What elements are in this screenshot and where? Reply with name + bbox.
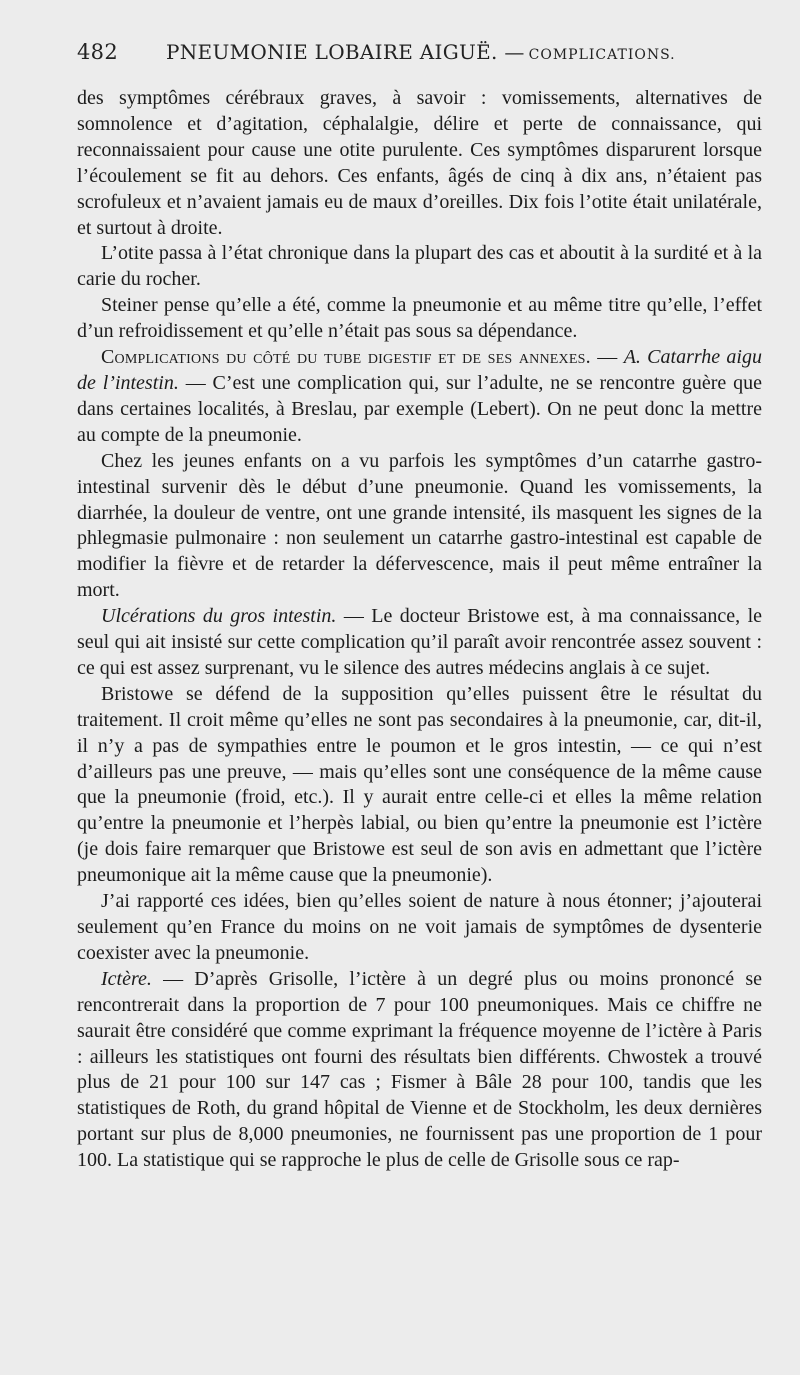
paragraph-jeunes-enfants [77, 449, 762, 604]
paragraph-idees [77, 889, 762, 967]
paragraph-ictere [77, 967, 762, 1174]
paragraph-catarrhe-intestin [77, 345, 762, 449]
paragraph-text: — C’est une complication qui, sur l’adulte, ne se rencontre guère que dans certaines localités, à Breslau, par exemple (Lebert). On ne peut donc la mettre au compte de la pneumonie. [77, 371, 763, 446]
subsection-title: A. Catarrhe aigu de l’intestin. [77, 346, 762, 394]
paragraph-text: Steiner pense qu’elle a été, comme la pneumonie et au même titre qu’elle, l’effet d’un refroidissement et qu’elle n’était pas sous sa dépendance. [77, 294, 762, 343]
body-text [77, 86, 762, 1174]
paragraph-ulcerations [77, 604, 762, 682]
paragraph-text: des symptômes cérébraux graves, à savoir : vomissements, alternatives de somnolence et d’agitation, céphalalgie, délire et perte de connaissance, qui reconnaissaient pour cause une otite purulente. Ces symptômes disparurent lorsque l’écoulement se fit au dehors. Ces enfants, âgés de cinq à dix ans, n’étaient pas scrofuleux et n’avaient jamais eu de maux d’oreilles. Dix fois l’otite était unilatérale, et surtout à droite. [77, 87, 762, 239]
paragraph-text: L’otite passa à l’état chronique dans la plupart des cas et aboutit à la surdité et à la carie du rocher. [77, 242, 762, 291]
paragraph-otite-symptomes [77, 86, 762, 241]
paragraph-bristowe [77, 682, 762, 889]
page-header [77, 40, 762, 80]
paragraph-text: J’ai rapporté ces idées, bien qu’elles soient de nature à nous étonner; j’ajouterai seulement qu’en France du moins on ne voit jamais de symptômes de dysenterie coexister avec la pneumonie. [77, 890, 762, 964]
subsection-title: Ulcérations du gros intestin. [101, 605, 337, 628]
paragraph-text: — Le docteur Bristowe est, à ma connaissance, le seul qui ait insisté sur cette complication qu’il paraît avoir rencontrée assez souvent : ce qui est assez surprenant, vu le silence des autres médecins anglais à ce sujet. [77, 605, 763, 679]
paragraph-steiner [77, 293, 762, 345]
paragraph-text: — D’après Grisolle, l’ictère à un degré plus ou moins prononcé se rencontrerait dans la proportion de 7 pour 100 pneumoniques. Mais ce chiffre ne saurait être considéré que comme exprimant la fréquence moyenne de l’ictère à Paris : ailleurs les statistiques ont fourni des résultats bien différents. Chwostek a trouvé plus de 21 pour 100 sur 147 cas ; Fismer à Bâle 28 pour 100, tandis que les statistiques de Roth, du grand hôpital de Vienne et de Stockholm, les deux dernières portant sur plus de 8,000 pneumonies, ne fournissent pas une proportion de 1 pour 100. La statistique qui se rapproche le plus de celle de Grisolle sous ce rap- [77, 967, 762, 1172]
page-number: 482 [77, 40, 118, 64]
subsection-title: Ictère. [101, 967, 152, 990]
paragraph-text: Bristowe se défend de la supposition qu’elles puissent être le résultat du traitement. Il croit même qu’elles ne sont pas secondaires à la pneumonie, car, dit-il, il n’y a pas de sympathies entre le poumon et le gros intestin, — ce qui n’est d’ailleurs pas une preuve, — mais qu’elles sont une conséquence de la même cause que la pneumonie (froid, etc.). Il y aurait entre celle-ci et elles la même relation qu’entre la pneumonie et l’herpès labial, ou bien qu’entre la pneumonie est l’ictère (je dois faire remarquer que Bristowe est seul de son avis en admettant que l’ictère pneumonique ait la même cause que la pneumonie). [77, 682, 762, 887]
running-title: PNEUMONIE LOBAIRE AIGUË. — [165, 40, 525, 64]
running-subtitle: COMPLICATIONS. [528, 47, 676, 63]
paragraph-text: Chez les jeunes enfants on a vu parfois les symptômes d’un catarrhe gastro-intestinal survenir dès le début d’une pneumonie. Quand les vomissements, la diarrhée, la douleur de ventre, ont une grande intensité, ils masquent les signes de la phlegmasie pulmonaire : non seulement un catarrhe gastro-intestinal est capable de modifier la fièvre et de retarder la défervescence, mais il peut même entraîner la mort. [77, 449, 762, 602]
section-heading: Complications du côté du tube digestif et de ses annexes. — [101, 346, 618, 369]
paragraph-otite-chronique [77, 241, 762, 293]
